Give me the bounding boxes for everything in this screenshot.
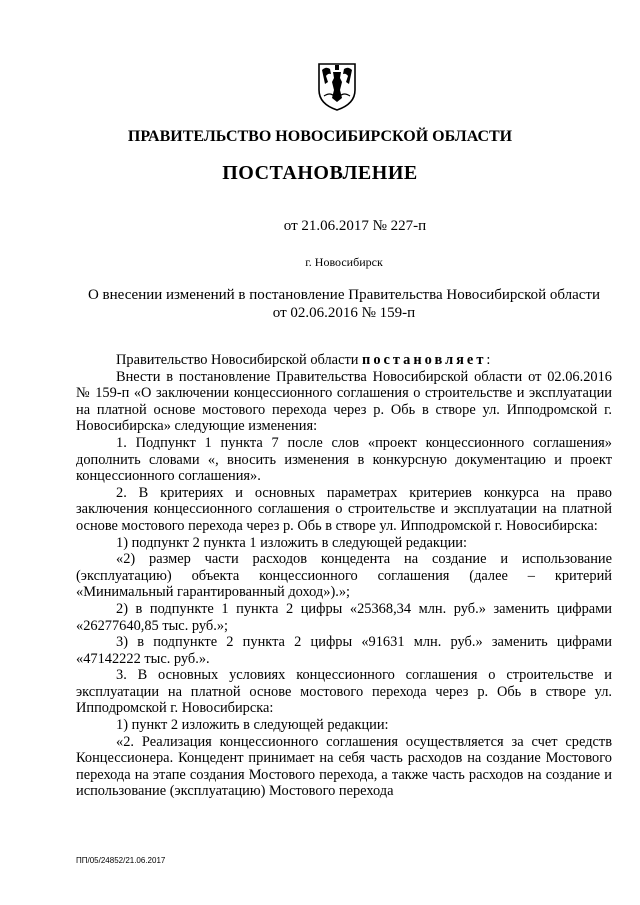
city-line: г. Новосибирск — [305, 255, 383, 269]
paragraph-subitem-2-1-text: «2) размер части расходов концедента на создание и использование (эксплуатацию) объекта концессионного соглашения (далее – критерий «Минимальный гарантированный доход»).»; — [76, 551, 612, 601]
subject-line-2: от 02.06.2016 № 159-п — [272, 305, 416, 321]
paragraph-intro: Внести в постановление Правительства Новосибирской области от 02.06.2016 № 159-п «О заключении концессионного соглашения о строительстве и эксплуатации на платной основе мостового перехода через р. Обь в створе ул. Ипподромской г. Новосибирска» следующие изменения: — [76, 368, 612, 435]
paragraph-subitem-2-3: 3) в подпункте 2 пункта 2 цифры «91631 млн. руб.» заменить цифрами «47142222 тыс. руб.». — [76, 634, 612, 667]
organization-title: ПРАВИТЕЛЬСТВО НОВОСИБИРСКОЙ ОБЛАСТИ — [127, 128, 513, 145]
paragraph-subitem-2-1: 1) подпункт 2 пункта 1 изложить в следующей редакции: — [116, 534, 467, 551]
document-subject — [76, 286, 612, 322]
date-number-line: от 21.06.2017 № 227-п — [283, 218, 427, 234]
decree-colon: : — [486, 352, 491, 368]
paragraph-subitem-3-1-text: «2. Реализация концессионного соглашения осуществляется за счет средств Концессионера. Концедент принимает на себя часть расходов на создание Мостового перехода на этапе создания Мостового перехода, а также часть расходов на создание и использование (эксплуатацию) Мостового перехода — [76, 733, 612, 800]
decree-keyword: постановляет — [362, 352, 487, 368]
coat-of-arms-icon — [316, 60, 358, 112]
paragraph-decree — [76, 352, 612, 369]
paragraph-item-3: 3. В основных условиях концессионного соглашения о строительстве и эксплуатации на платной основе мостового перехода через р. Обь в створе ул. Ипподромской г. Новосибирска: — [76, 667, 612, 717]
subject-line-1: О внесении изменений в постановление Правительства Новосибирской области — [87, 287, 601, 303]
paragraph-item-2: 2. В критериях и основных параметрах критериев конкурса на право заключения концессионного соглашения о строительстве и эксплуатации на платной основе мостового перехода через р. Обь в створе ул. Ипподромской г. Новосибирска: — [76, 484, 612, 534]
decree-lead-text: Правительство Новосибирской области — [116, 352, 363, 368]
paragraph-subitem-3-1: 1) пункт 2 изложить в следующей редакции: — [116, 717, 389, 734]
document-type-title: ПОСТАНОВЛЕНИЕ — [222, 162, 418, 184]
document-footer-code: ПП/05/24852/21.06.2017 — [76, 856, 166, 865]
paragraph-item-1: 1. Подпункт 1 пункта 7 после слов «проект концессионного соглашения» дополнить словами «, вносить изменения в конкурсную документацию и проект концессионного соглашения». — [76, 434, 612, 485]
document-body — [76, 352, 612, 800]
paragraph-subitem-2-2: 2) в подпункте 1 пункта 2 цифры «25368,34 млн. руб.» заменить цифрами «26277640,85 тыс. руб.»; — [76, 600, 612, 634]
